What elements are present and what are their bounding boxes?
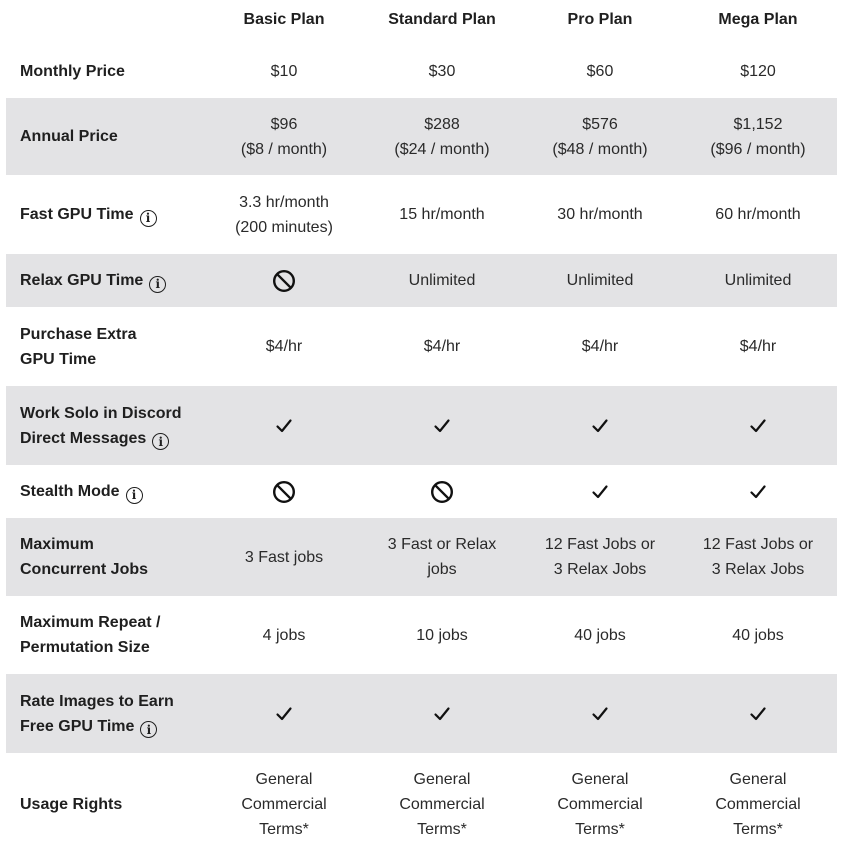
row-label-text: Permutation Size [20, 639, 150, 656]
row-label-text: Free GPU Time [20, 717, 135, 735]
cell-standard: $30 [428, 62, 456, 80]
cell-basic [205, 674, 363, 753]
plan-header-basic: Basic Plan [243, 11, 325, 28]
cell-standard [363, 386, 521, 465]
cell-pro: $4/hr [581, 338, 619, 355]
cell-pro [521, 465, 679, 518]
cell-basic: $96 ($8 / month) [240, 115, 328, 158]
check-icon [591, 705, 609, 723]
row-label [6, 532, 204, 582]
row-label-text: Rate Images to Earn [20, 692, 174, 710]
row-label-text: Monthly Price [20, 62, 125, 80]
cell-mega: 60 hr/month [715, 206, 801, 223]
table-row [6, 98, 837, 175]
info-icon[interactable]: i [126, 487, 143, 504]
check-icon [591, 483, 609, 501]
cell-basic [205, 465, 363, 518]
table-row [6, 307, 837, 386]
cell-basic: 4 jobs [262, 626, 306, 644]
row-label [6, 322, 204, 372]
cell-basic [205, 254, 363, 307]
row-label [6, 124, 204, 149]
row-label [6, 268, 204, 293]
cell-mega: $1,152 ($96 / month) [710, 115, 806, 158]
table-row [6, 44, 837, 98]
cell-basic: $10 [270, 62, 298, 80]
plan-header-mega: Mega Plan [718, 11, 798, 28]
plan-header-pro: Pro Plan [567, 11, 633, 28]
cell-mega: General Commercial Terms* [715, 770, 801, 838]
table-row [6, 596, 837, 674]
cell-standard: 10 jobs [416, 626, 468, 644]
not-available-icon [272, 480, 296, 504]
not-available-icon [430, 480, 454, 504]
cell-mega [679, 674, 837, 753]
info-icon[interactable]: i [140, 721, 157, 738]
plan-header-standard: Standard Plan [388, 11, 496, 28]
cell-mega [679, 465, 837, 518]
cell-pro: General Commercial Terms* [557, 770, 643, 838]
cell-basic: General Commercial Terms* [241, 770, 327, 838]
row-label-text: Fast GPU Time [20, 206, 134, 223]
cell-pro: 12 Fast Jobs or 3 Relax Jobs [544, 536, 656, 578]
cell-mega: $120 [740, 62, 776, 80]
cell-pro [521, 386, 679, 465]
check-icon [749, 705, 767, 723]
row-label [6, 610, 204, 660]
cell-standard: Unlimited [408, 272, 476, 289]
row-label [6, 479, 204, 504]
cell-pro: Unlimited [566, 272, 634, 289]
cell-pro: $576 ($48 / month) [552, 115, 648, 158]
cell-mega: 40 jobs [732, 626, 784, 644]
cell-pro: $60 [586, 62, 614, 80]
plan-header-row [0, 0, 841, 44]
check-icon [275, 705, 293, 723]
not-available-icon [272, 269, 296, 293]
row-label [6, 792, 204, 817]
check-icon [433, 417, 451, 435]
cell-standard [363, 674, 521, 753]
row-label-text: Concurrent Jobs [20, 561, 149, 578]
row-label-text: Usage Rights [20, 795, 123, 813]
row-label-text: Purchase Extra [20, 325, 137, 343]
cell-basic: 3.3 hr/month (200 minutes) [235, 193, 333, 236]
cell-standard: General Commercial Terms* [399, 770, 485, 838]
cell-mega [679, 386, 837, 465]
cell-standard: $288 ($24 / month) [394, 115, 490, 158]
row-label [6, 59, 204, 84]
table-row [6, 386, 837, 465]
cell-basic [205, 386, 363, 465]
table-row [6, 175, 837, 254]
row-label-text: Stealth Mode [20, 483, 120, 500]
row-label [6, 689, 204, 739]
check-icon [591, 417, 609, 435]
table-row [6, 465, 837, 518]
row-label-text: GPU Time [20, 350, 97, 368]
row-label-text: Maximum Repeat / [20, 614, 161, 631]
row-label-text: Direct Messages [20, 429, 147, 447]
check-icon [275, 417, 293, 435]
table-row [6, 674, 837, 753]
row-label-text: Annual Price [20, 128, 118, 145]
check-icon [749, 417, 767, 435]
table-row [6, 753, 837, 855]
row-label [6, 401, 204, 451]
row-label [6, 202, 204, 227]
cell-standard: 15 hr/month [399, 206, 485, 223]
info-icon[interactable]: i [152, 433, 169, 450]
table-row [6, 518, 837, 596]
check-icon [433, 705, 451, 723]
check-icon [749, 483, 767, 501]
info-icon[interactable]: i [140, 210, 157, 227]
cell-standard: $4/hr [423, 338, 461, 355]
row-label-text: Maximum [20, 536, 94, 553]
cell-mega: $4/hr [739, 338, 777, 355]
table-row [6, 254, 837, 307]
cell-pro [521, 674, 679, 753]
cell-mega: Unlimited [724, 272, 792, 289]
cell-pro: 30 hr/month [557, 206, 643, 223]
cell-mega: 12 Fast Jobs or 3 Relax Jobs [702, 536, 814, 578]
row-label-text: Work Solo in Discord [20, 404, 182, 422]
row-label-text: Relax GPU Time [20, 272, 144, 289]
cell-pro: 40 jobs [574, 626, 626, 644]
cell-basic: $4/hr [265, 338, 303, 355]
cell-basic: 3 Fast jobs [244, 548, 324, 566]
cell-standard [363, 465, 521, 518]
cell-standard: 3 Fast or Relax jobs [387, 536, 497, 578]
info-icon[interactable]: i [149, 276, 166, 293]
